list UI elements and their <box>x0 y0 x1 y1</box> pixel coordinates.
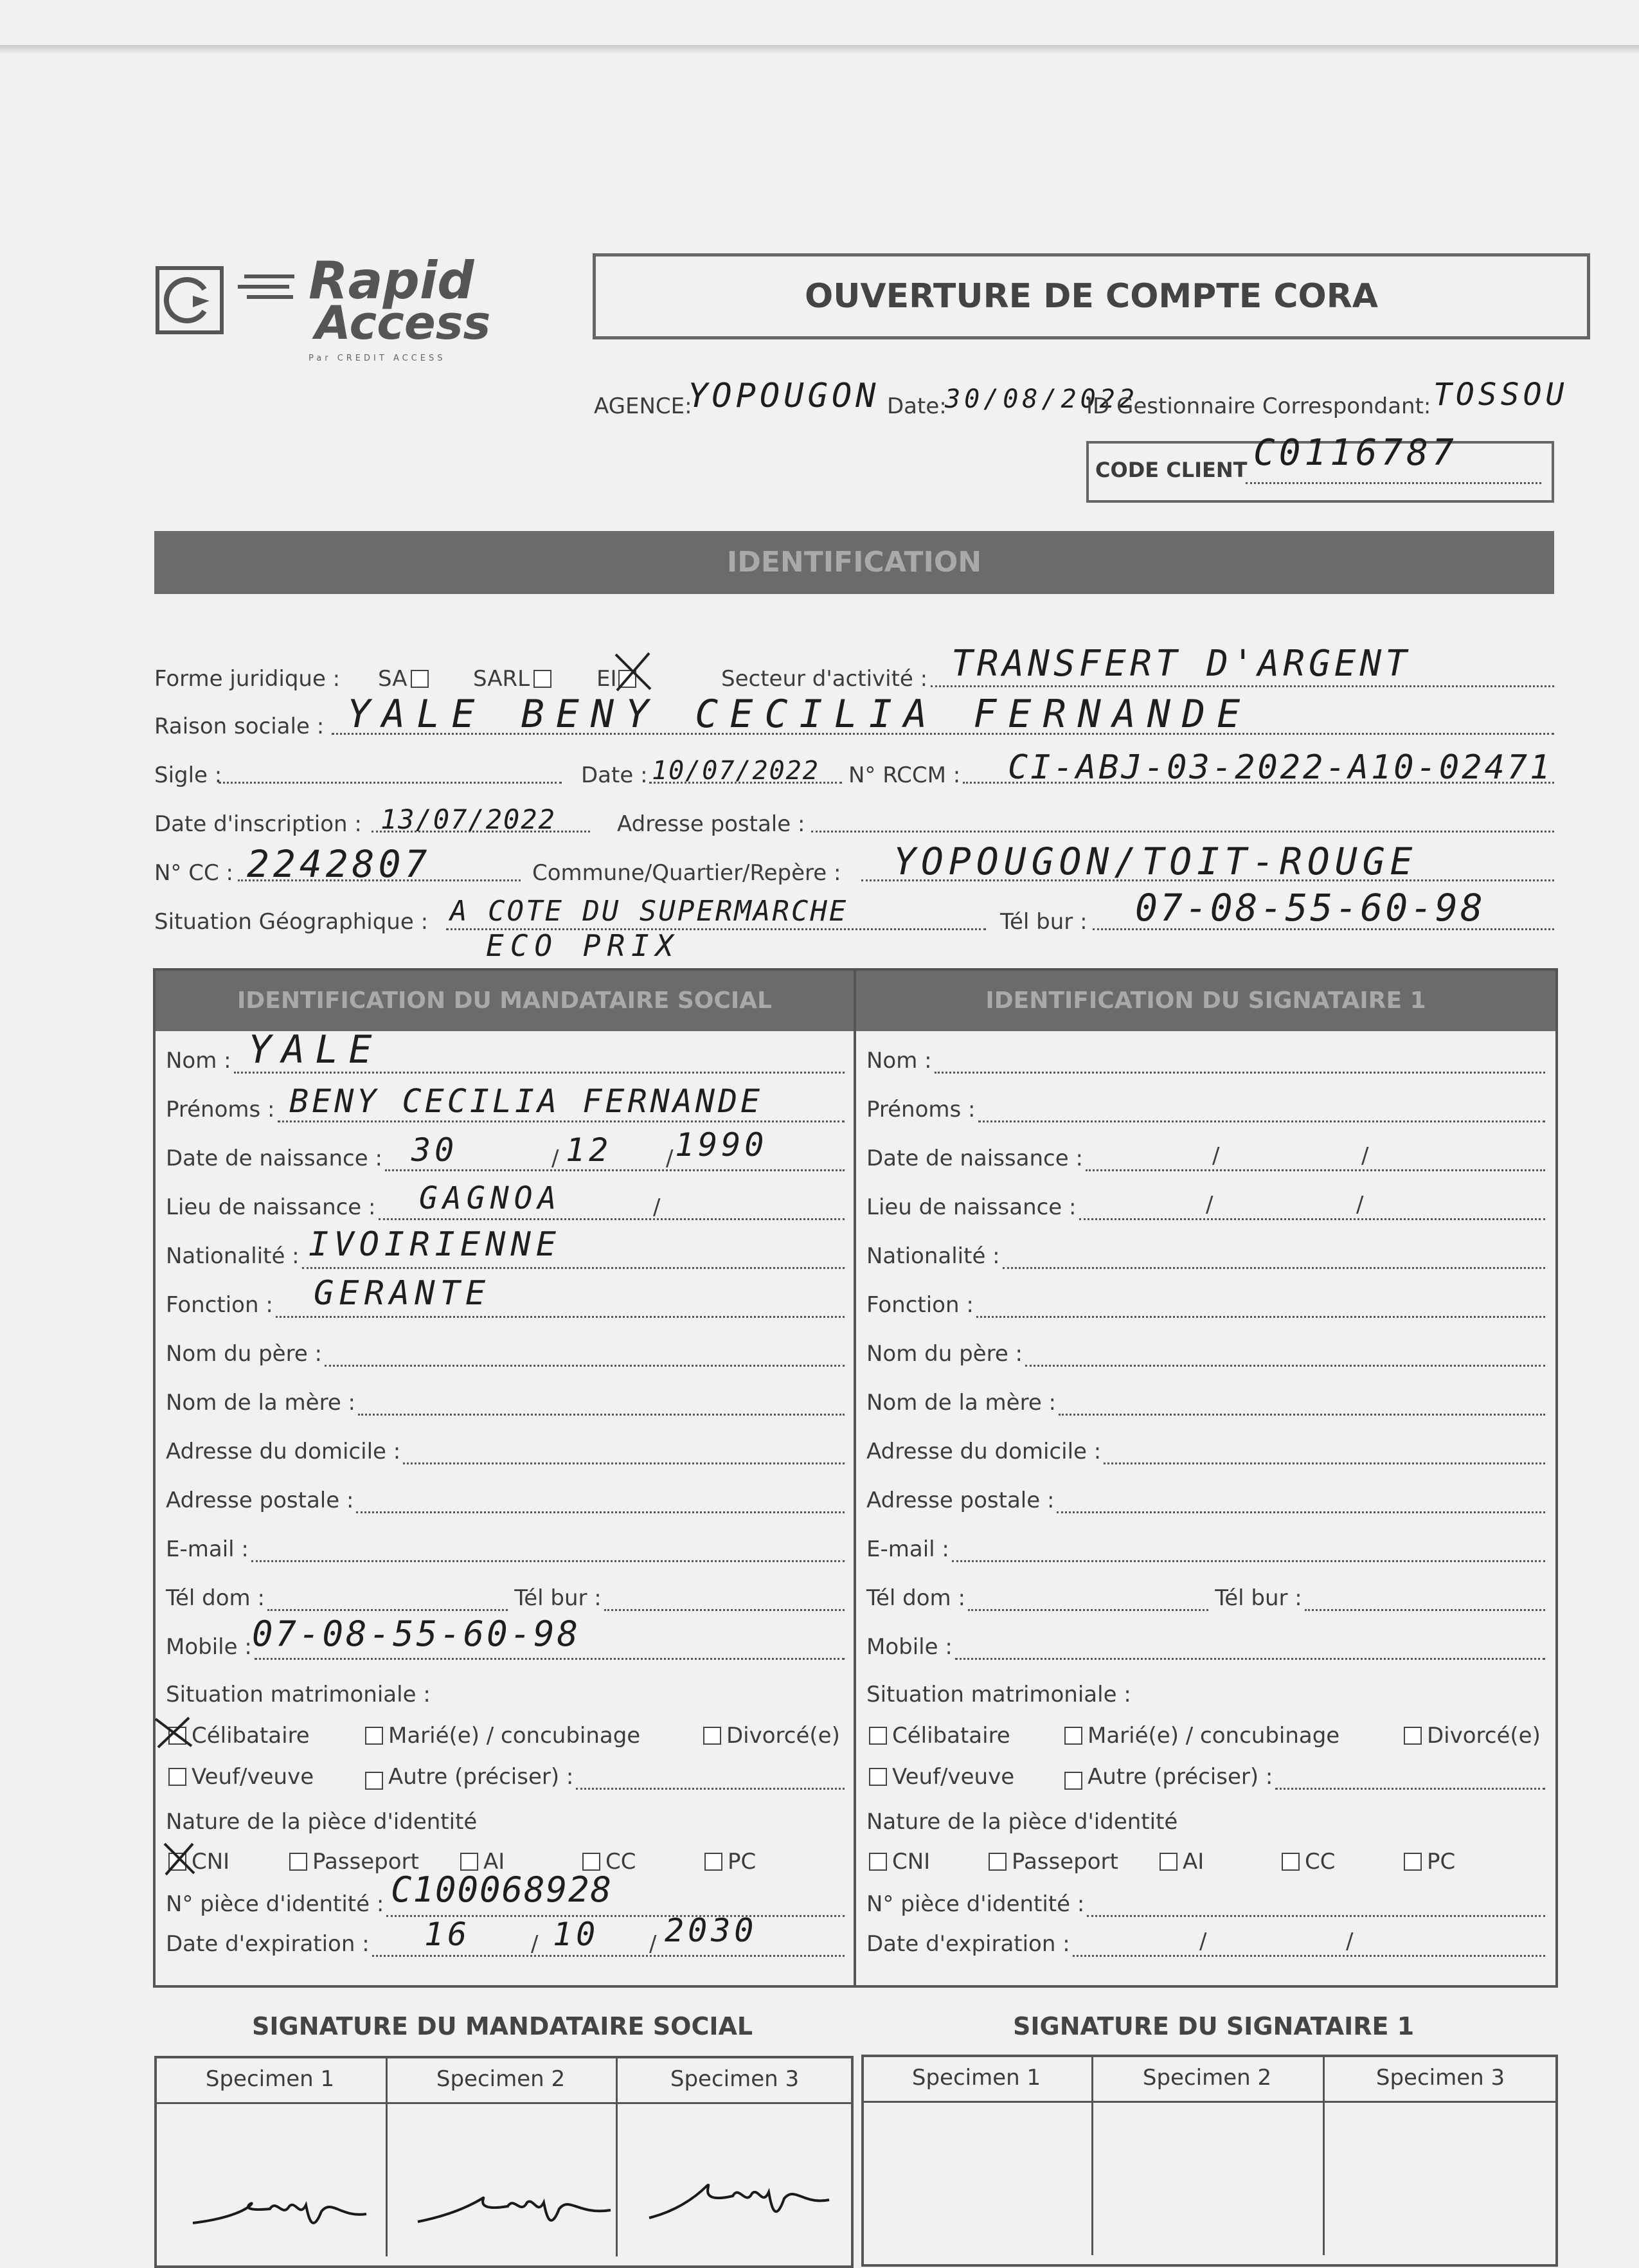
logo <box>154 251 514 373</box>
signataire-nationalite-row <box>866 1243 1545 1269</box>
mandataire-nationalite-value[interactable]: IVOIRIENNE <box>309 1225 562 1264</box>
mandataire-ai-label: AI <box>483 1849 505 1875</box>
mandataire-signature-specimen-3[interactable] <box>643 2163 836 2233</box>
signataire-postale-row <box>866 1488 1545 1513</box>
logo-name-line2: Access <box>315 296 491 350</box>
signature-mandataire-header-rule <box>154 2102 854 2104</box>
mandataire-specimen-2-header: Specimen 2 <box>436 2066 566 2092</box>
forme-juridique-label: Forme juridique : <box>154 666 341 692</box>
signataire-divorce-label: Divorcé(e) <box>1427 1723 1541 1749</box>
date-inscription-value[interactable]: 13/07/2022 <box>381 804 556 835</box>
agence-value[interactable]: YOPOUGON <box>688 377 880 415</box>
mandataire-mere-line[interactable] <box>358 1396 845 1416</box>
signataire-pere-row <box>866 1341 1545 1367</box>
cc-label: N° CC : <box>154 860 233 886</box>
signataire-mere-line[interactable] <box>1059 1396 1545 1416</box>
mandataire-marie-checkbox[interactable] <box>365 1727 383 1745</box>
mandataire-telbur-label: Tél bur : <box>514 1585 602 1611</box>
signataire-nom-row <box>866 1048 1545 1074</box>
signataire-pere-label: Nom du père : <box>866 1341 1023 1367</box>
signataire-autre-option[interactable] <box>1064 1764 1545 1790</box>
mandataire-num-piece-value[interactable]: C100068928 <box>391 1869 613 1910</box>
mandataire-email-line[interactable] <box>251 1542 845 1562</box>
secteur-label: Secteur d'activité : <box>721 666 928 692</box>
signataire-prenoms-line[interactable] <box>978 1102 1545 1122</box>
signataire-cni-checkbox[interactable] <box>869 1853 887 1871</box>
mandataire-specimen-1-header: Specimen 1 <box>205 2066 335 2092</box>
signataire-veuf-label: Veuf/veuve <box>892 1764 1015 1790</box>
mandataire-teldom-line[interactable] <box>267 1591 508 1611</box>
situation-geo-label: Situation Géographique : <box>154 909 429 935</box>
code-client-line <box>1246 482 1541 484</box>
raison-sociale-label: Raison sociale : <box>154 714 325 739</box>
signataire-lieu-sep1: / <box>1206 1192 1214 1218</box>
code-client-value[interactable]: C0116787 <box>1253 432 1458 474</box>
signataire-naissance-sep1: / <box>1212 1143 1220 1169</box>
mandataire-postale-label: Adresse postale : <box>166 1488 354 1513</box>
mandataire-domicile-line[interactable] <box>403 1444 845 1464</box>
signataire-prenoms-label: Prénoms : <box>866 1097 976 1122</box>
mandataire-divorce-checkbox[interactable] <box>703 1727 721 1745</box>
signataire-situation-label: Situation matrimoniale : <box>866 1682 1131 1707</box>
mandataire-cni-checkmark <box>161 1840 199 1878</box>
mandataire-piece-label: Nature de la pièce d'identité <box>166 1809 478 1835</box>
mandataire-lieu-label: Lieu de naissance : <box>166 1194 376 1220</box>
signataire-lieu-sep2: / <box>1356 1192 1364 1218</box>
mandataire-pere-row <box>166 1341 845 1367</box>
signataire-teldom-line[interactable] <box>968 1591 1208 1611</box>
forme-ei-label: EI <box>596 666 617 692</box>
mandataire-pere-line[interactable] <box>325 1347 845 1367</box>
code-client-label: CODE CLIENT <box>1095 458 1248 482</box>
forme-sa-checkbox[interactable] <box>411 670 429 688</box>
signataire-passeport-label: Passeport <box>1012 1849 1118 1875</box>
mandataire-naissance-sep1: / <box>551 1146 559 1171</box>
date-label: Date: <box>887 393 947 419</box>
date-inscription-label: Date d'inscription : <box>154 811 362 837</box>
mandataire-divorce-option[interactable] <box>703 1723 840 1749</box>
mandataire-divorce-label: Divorcé(e) <box>726 1723 840 1749</box>
mandataire-num-piece-label: N° pièce d'identité : <box>166 1891 384 1917</box>
mandataire-lieu-sep: / <box>653 1194 661 1220</box>
mandataire-mere-row <box>166 1390 845 1416</box>
signataire-marie-option[interactable] <box>1064 1723 1339 1749</box>
signature-mandataire-title: SIGNATURE DU MANDATAIRE SOCIAL <box>252 2012 753 2040</box>
mandataire-naissance-annee[interactable]: 1990 <box>675 1126 768 1164</box>
rccm-value[interactable]: CI-ABJ-03-2022-A10-02471 <box>1008 748 1553 787</box>
cc-value[interactable]: 2242807 <box>247 842 431 886</box>
signataire-domicile-line[interactable] <box>1104 1444 1545 1464</box>
mandataire-cc-label: CC <box>605 1849 636 1875</box>
mandataire-veuf-label: Veuf/veuve <box>192 1764 314 1790</box>
signataire-postale-label: Adresse postale : <box>866 1488 1055 1513</box>
mandataire-naissance-jour[interactable]: 30 <box>411 1131 458 1169</box>
page-edge <box>0 45 1639 54</box>
signataire-specimen-2-header: Specimen 2 <box>1142 2065 1272 2091</box>
date-value[interactable]: 30/08/2022 <box>945 384 1138 414</box>
signataire-cc-checkbox[interactable] <box>1282 1853 1300 1871</box>
signataire-pere-line[interactable] <box>1025 1347 1545 1367</box>
adresse-postale-line <box>811 831 1554 833</box>
signataire-passeport-option[interactable] <box>989 1849 1118 1875</box>
agence-label: AGENCE: <box>594 393 692 419</box>
signataire-fonction-line[interactable] <box>976 1298 1545 1318</box>
forme-sarl-checkbox[interactable] <box>533 670 551 688</box>
mandataire-celib-label: Célibataire <box>192 1723 310 1749</box>
mandataire-naissance-sep2: / <box>666 1146 674 1171</box>
signataire-mere-label: Nom de la mère : <box>866 1390 1057 1416</box>
signataire-postale-line[interactable] <box>1057 1493 1545 1513</box>
signataire-marie-label: Marié(e) / concubinage <box>1088 1723 1340 1749</box>
mandataire-exp-sep1: / <box>531 1931 539 1957</box>
mandataire-exp-sep2: / <box>649 1931 657 1957</box>
signataire-email-row <box>866 1536 1545 1562</box>
mandataire-passeport-checkbox[interactable] <box>289 1853 307 1871</box>
signataire-piece-label: Nature de la pièce d'identité <box>866 1809 1178 1835</box>
signataire-exp-sep1: / <box>1199 1929 1207 1954</box>
signataire-tel-row <box>866 1585 1545 1611</box>
signataire-cni-label: CNI <box>892 1849 931 1875</box>
mandataire-nationalite-label: Nationalité : <box>166 1243 300 1269</box>
forme-sarl-option[interactable] <box>473 666 557 692</box>
identification-band: IDENTIFICATION <box>154 531 1554 594</box>
rccm-label: N° RCCM : <box>848 762 961 788</box>
signataire-expiration-label: Date d'expiration : <box>866 1931 1070 1957</box>
signataire-naissance-line[interactable] <box>1086 1151 1545 1171</box>
mandataire-ai-checkbox[interactable] <box>460 1853 478 1871</box>
signataire-mobile-label: Mobile : <box>866 1634 953 1660</box>
signataire-divorce-option[interactable] <box>1404 1723 1541 1749</box>
signataire-teldom-label: Tél dom : <box>866 1585 965 1611</box>
signature-signataire-header-rule <box>861 2101 1558 2103</box>
signataire-cc-label: CC <box>1305 1849 1336 1875</box>
speed-lines-icon <box>238 270 296 309</box>
signataire-telbur-label: Tél bur : <box>1215 1585 1302 1611</box>
mandataire-autre-option[interactable] <box>365 1764 845 1790</box>
signataire-email-label: E-mail : <box>866 1536 949 1562</box>
signataire-signature-area-1[interactable] <box>864 2103 1090 2255</box>
mandataire-autre-checkbox[interactable] <box>365 1772 383 1790</box>
signataire-ai-checkbox[interactable] <box>1160 1853 1178 1871</box>
mandataire-cc-checkbox[interactable] <box>582 1853 600 1871</box>
signataire-expiration-line[interactable] <box>1073 1937 1545 1957</box>
tel-bur-label: Tél bur : <box>1000 909 1088 935</box>
signataire-lieu-line[interactable] <box>1079 1200 1546 1220</box>
mandataire-postale-row <box>166 1488 845 1513</box>
mandataire-autre-label: Autre (préciser) : <box>388 1764 574 1790</box>
signataire-naissance-label: Date de naissance : <box>866 1146 1083 1171</box>
mandataire-mobile-label: Mobile : <box>166 1634 252 1660</box>
sigle-label: Sigle : <box>154 762 222 788</box>
signataire-specimen-1-header: Specimen 1 <box>911 2065 1041 2091</box>
signataire-cc-option[interactable] <box>1282 1849 1335 1875</box>
mandataire-signature-specimen-1[interactable] <box>186 2173 379 2244</box>
mandataire-veuf-checkbox[interactable] <box>168 1768 186 1786</box>
secteur-line <box>931 685 1554 687</box>
mandataire-marie-option[interactable] <box>365 1723 640 1749</box>
forme-sa-option[interactable] <box>378 666 434 692</box>
form-title-box <box>593 253 1590 339</box>
signataire-nationalite-label: Nationalité : <box>866 1243 1000 1269</box>
signataire-nom-label: Nom : <box>866 1048 932 1074</box>
mandataire-fonction-row <box>166 1292 845 1318</box>
date-creation-label: Date : <box>581 762 648 788</box>
signataire-prenoms-row <box>866 1097 1545 1122</box>
mandataire-email-label: E-mail : <box>166 1536 249 1562</box>
mandataire-postale-line[interactable] <box>356 1493 845 1513</box>
signataire-nationalite-line[interactable] <box>1003 1249 1545 1269</box>
signataire-ai-label: AI <box>1183 1849 1205 1875</box>
secteur-value[interactable]: TRANSFERT D'ARGENT <box>951 643 1411 685</box>
mandataire-band: IDENTIFICATION DU MANDATAIRE SOCIAL <box>156 971 854 1031</box>
mandataire-nom-label: Nom : <box>166 1048 231 1074</box>
signataire-domicile-label: Adresse du domicile : <box>866 1439 1102 1464</box>
signataire-fonction-label: Fonction : <box>866 1292 974 1318</box>
signataire-pc-label: PC <box>1427 1849 1456 1875</box>
signataire-lieu-label: Lieu de naissance : <box>866 1194 1077 1220</box>
forme-ei-checkmark <box>611 649 656 694</box>
mandataire-mobile-value[interactable]: 07-08-55-60-98 <box>252 1614 581 1654</box>
logo-icon <box>154 265 225 336</box>
signataire-band: IDENTIFICATION DU SIGNATAIRE 1 <box>856 971 1555 1031</box>
forme-sarl-label: SARL <box>473 666 530 692</box>
signataire-autre-label: Autre (préciser) : <box>1088 1764 1273 1790</box>
mandataire-fonction-value[interactable]: GERANTE <box>314 1274 491 1313</box>
sigle-line <box>219 782 562 784</box>
signataire-mobile-row <box>866 1634 1545 1660</box>
signataire-divorce-checkbox[interactable] <box>1404 1727 1422 1745</box>
mandataire-exp-jour[interactable]: 16 <box>424 1916 471 1953</box>
mandataire-pc-option[interactable] <box>704 1849 756 1875</box>
signataire-num-piece-line[interactable] <box>1087 1897 1545 1917</box>
signataire-celib-option[interactable] <box>869 1723 1010 1749</box>
signataire-ai-option[interactable] <box>1160 1849 1204 1875</box>
mandataire-prenoms-label: Prénoms : <box>166 1097 275 1122</box>
signataire-veuf-option[interactable] <box>869 1764 1014 1790</box>
signataire-pc-checkbox[interactable] <box>1404 1853 1422 1871</box>
mandataire-celib-checkmark <box>152 1713 197 1751</box>
signataire-celib-label: Célibataire <box>892 1723 1010 1749</box>
mandataire-tel-row <box>166 1585 845 1611</box>
mandataire-domicile-label: Adresse du domicile : <box>166 1439 401 1464</box>
signataire-nom-line[interactable] <box>935 1054 1545 1074</box>
logo-tagline: Par CREDIT ACCESS <box>309 354 446 363</box>
mandataire-cni-label: CNI <box>192 1849 230 1875</box>
commune-value[interactable]: YOPOUGON/TOIT-ROUGE <box>893 840 1418 883</box>
mandataire-veuf-option[interactable] <box>168 1764 314 1790</box>
mandataire-telbur-line[interactable] <box>604 1591 845 1611</box>
mandataire-naissance-mois[interactable]: 12 <box>566 1131 613 1169</box>
mandataire-teldom-label: Tél dom : <box>166 1585 265 1611</box>
signataire-mere-row <box>866 1390 1545 1416</box>
form-title: OUVERTURE DE COMPTE CORA <box>804 277 1379 316</box>
mandataire-autre-line[interactable] <box>576 1770 845 1790</box>
mandataire-naissance-label: Date de naissance : <box>166 1146 382 1171</box>
signataire-telbur-line[interactable] <box>1305 1591 1545 1611</box>
signataire-naissance-sep2: / <box>1361 1143 1369 1169</box>
logo-name-line1: Rapid <box>309 251 474 310</box>
signataire-marie-checkbox[interactable] <box>1064 1727 1082 1745</box>
signataire-signature-area-2[interactable] <box>1094 2103 1321 2255</box>
mandataire-exp-mois[interactable]: 10 <box>553 1916 600 1953</box>
signataire-signature-area-3[interactable] <box>1325 2103 1555 2255</box>
mandataire-prenoms-value[interactable]: BENY CECILIA FERNANDE <box>289 1083 764 1120</box>
mandataire-domicile-row <box>166 1439 845 1464</box>
forme-sa-label: SA <box>378 666 408 692</box>
mandataire-email-row <box>166 1536 845 1562</box>
mandataire-situation-label: Situation matrimoniale : <box>166 1682 431 1707</box>
signataire-naissance-row <box>866 1146 1545 1171</box>
adresse-postale-label: Adresse postale : <box>617 811 805 837</box>
mandataire-passeport-label: Passeport <box>312 1849 419 1875</box>
signataire-num-piece-row <box>866 1891 1545 1917</box>
signataire-cni-option[interactable] <box>869 1849 930 1875</box>
situation-geo-value-1[interactable]: A COTE DU SUPERMARCHE <box>450 895 848 928</box>
mandataire-nom-value[interactable]: YALE <box>248 1027 382 1072</box>
mandataire-lieu-value[interactable]: GAGNOA <box>419 1180 562 1216</box>
signataire-autre-checkbox[interactable] <box>1064 1772 1082 1790</box>
signataire-exp-sep2: / <box>1346 1929 1354 1954</box>
mandataire-pc-label: PC <box>728 1849 757 1875</box>
commune-label: Commune/Quartier/Repère : <box>532 860 841 886</box>
signature-signataire-title: SIGNATURE DU SIGNATAIRE 1 <box>1013 2012 1415 2040</box>
signataire-fonction-row <box>866 1292 1545 1318</box>
signataire-passeport-checkbox[interactable] <box>989 1853 1007 1871</box>
signataire-num-piece-label: N° pièce d'identité : <box>866 1891 1085 1917</box>
gestionnaire-value[interactable]: TOSSOU <box>1433 377 1568 413</box>
signataire-pc-option[interactable] <box>1404 1849 1455 1875</box>
table-divider <box>854 968 856 1988</box>
signataire-veuf-checkbox[interactable] <box>869 1768 887 1786</box>
signataire-autre-line[interactable] <box>1275 1770 1545 1790</box>
situation-geo-value-2[interactable]: ECO PRIX <box>486 928 680 963</box>
signataire-specimen-3-header: Specimen 3 <box>1375 2065 1505 2091</box>
mandataire-signature-specimen-2[interactable] <box>411 2170 617 2241</box>
gestionnaire-label: ID Gestionnaire Correspondant: <box>1086 393 1431 419</box>
mandataire-specimen-3-header: Specimen 3 <box>670 2066 800 2092</box>
signataire-domicile-row <box>866 1439 1545 1464</box>
mandataire-pere-label: Nom du père : <box>166 1341 323 1367</box>
mandataire-fonction-label: Fonction : <box>166 1292 273 1318</box>
mandataire-marie-label: Marié(e) / concubinage <box>388 1723 641 1749</box>
signataire-mobile-line[interactable] <box>955 1640 1545 1660</box>
raison-sociale-value[interactable]: YALE BENY CECILIA FERNANDE <box>347 692 1252 737</box>
mandataire-expiration-label: Date d'expiration : <box>166 1931 370 1957</box>
signataire-celib-checkbox[interactable] <box>869 1727 887 1745</box>
mandataire-mere-label: Nom de la mère : <box>166 1390 356 1416</box>
mandataire-exp-annee[interactable]: 2030 <box>665 1912 758 1949</box>
mandataire-pc-checkbox[interactable] <box>704 1853 722 1871</box>
tel-bur-value[interactable]: 07-08-55-60-98 <box>1135 886 1485 930</box>
date-creation-value[interactable]: 10/07/2022 <box>652 756 820 786</box>
signataire-email-line[interactable] <box>952 1542 1545 1562</box>
